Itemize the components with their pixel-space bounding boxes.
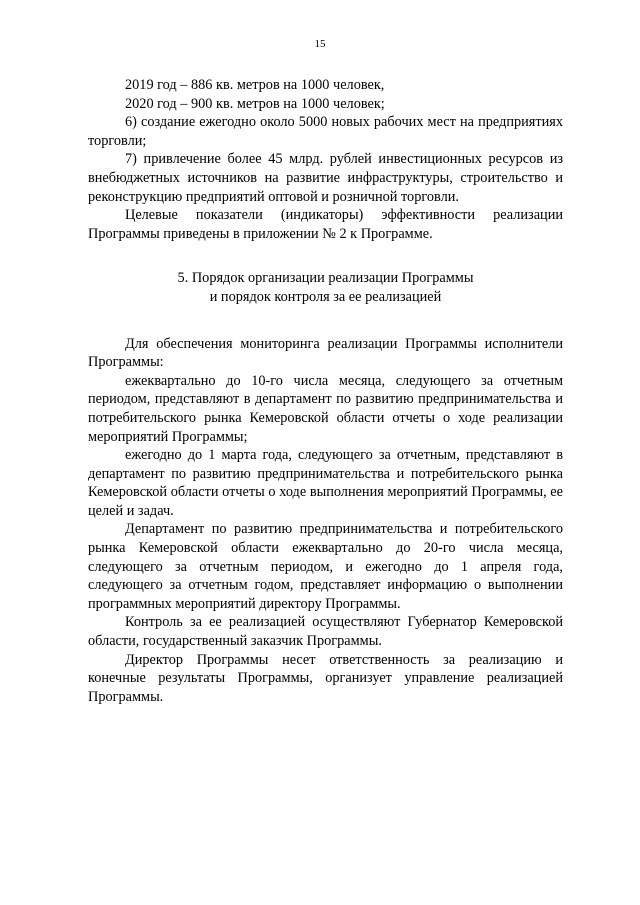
paragraph-control: Контроль за ее реализацией осуществляют Губернатор Кемеровской области, государственный заказчик Программы. (88, 614, 563, 650)
paragraph-director-responsibility: Директор Программы несет ответственность за реализацию и конечные результаты Программы, организует управление реализацией Программы. (88, 651, 563, 705)
section-heading-line-1: 5. Порядок организации реализации Программы (177, 270, 474, 287)
paragraph-annual-reports: ежегодно до 1 марта года, следующего за отчетным, представляют в департамент по развитию предпринимательства и потребительского рынка Кемеровской области отчеты о ходе выполнения мероприятий Программы, ее целей и задач. (88, 447, 563, 519)
paragraph-item-7: 7) привлечение более 45 млрд. рублей инвестиционных ресурсов из внебюджетных источников на развитие инфраструктуры, строительство и реконструкцию предприятий оптовой и розничной торговли. (88, 151, 563, 205)
page-number: 15 (314, 38, 326, 50)
section-heading-line-2: и порядок контроля за ее реализацией (209, 288, 442, 305)
document-body (88, 76, 563, 706)
paragraph-quarterly-reports: ежеквартально до 10-го числа месяца, следующего за отчетным периодом, представляют в департамент по развитию предпринимательства и потребительского рынка Кемеровской области отчеты о ходе реализации мероприятий Программы; (88, 372, 563, 445)
paragraph-2019-target: 2019 год – 886 кв. метров на 1000 человек, (125, 77, 385, 93)
spacer (88, 307, 563, 335)
paragraph-item-6: 6) создание ежегодно около 5000 новых рабочих мест на предприятиях торговли; (88, 114, 563, 149)
paragraph-target-indicators: Целевые показатели (индикаторы) эффективности реализации Программы приведены в приложении № 2 к Программе. (88, 207, 563, 242)
paragraph-department-info: Департамент по развитию предпринимательства и потребительского рынка Кемеровской области ежеквартально до 20-го числа месяца, следующего за отчетным периодом, и ежегодно до 1 апреля года, следующего за отчетным годом, представляет информацию о выполнении программных мероприятий директору Программы. (88, 521, 563, 612)
paragraph-2020-target: 2020 год – 900 кв. метров на 1000 человек; (125, 95, 385, 112)
paragraph-monitoring-intro: Для обеспечения мониторинга реализации Программы исполнители Программы: (88, 335, 563, 371)
spacer (88, 243, 563, 269)
